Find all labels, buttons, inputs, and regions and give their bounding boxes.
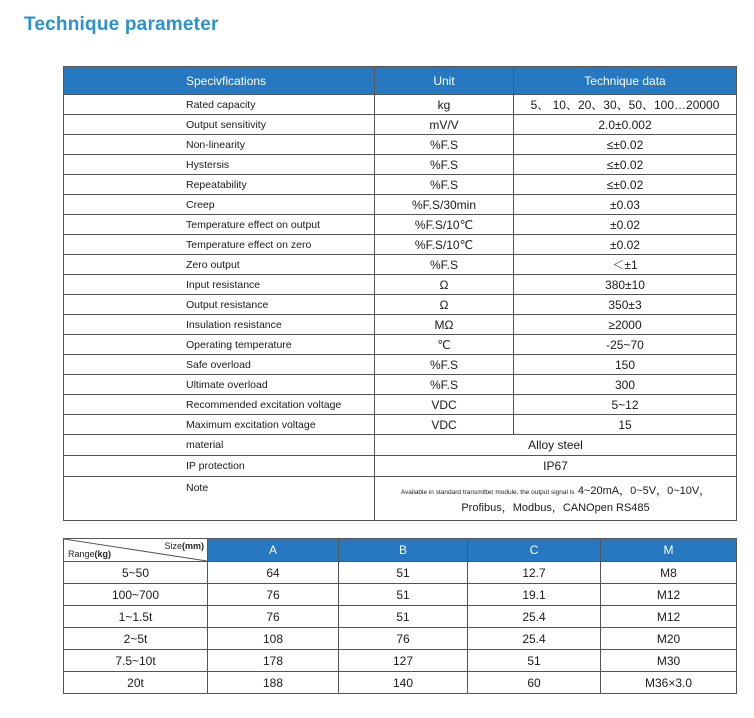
spec-name: Non-linearity [64, 135, 375, 155]
spec-row [64, 195, 737, 215]
spec-unit: kg [375, 95, 514, 115]
spec-unit: %F.S [375, 135, 514, 155]
spec-row [64, 215, 737, 235]
spec-row [64, 235, 737, 255]
spec-value: ±0.02 [514, 235, 737, 255]
spec-unit: %F.S [375, 355, 514, 375]
dims-header-c: C [468, 539, 601, 562]
dim-m-cell: M12 [601, 606, 737, 628]
dim-b-cell: 51 [339, 606, 468, 628]
range-cell: 20t [64, 672, 208, 694]
dim-a-cell: 64 [208, 562, 339, 584]
spec-unit: %F.S [375, 255, 514, 275]
spec-name: Ultimate overload [64, 375, 375, 395]
range-cell: 7.5~10t [64, 650, 208, 672]
spec-header-row [64, 67, 737, 95]
spec-row [64, 295, 737, 315]
dims-header-b: B [339, 539, 468, 562]
dim-c-cell: 60 [468, 672, 601, 694]
page-title: Technique parameter [24, 14, 219, 35]
spec-name: Creep [64, 195, 375, 215]
spec-value: Alloy steel [375, 435, 737, 456]
note-text [375, 477, 737, 521]
spec-unit: %F.S/30min [375, 195, 514, 215]
dim-m-cell: M12 [601, 584, 737, 606]
dim-m-cell: M36×3.0 [601, 672, 737, 694]
spec-row [64, 255, 737, 275]
spec-name: Operating temperature [64, 335, 375, 355]
dim-b-cell: 76 [339, 628, 468, 650]
spec-value: ≤±0.02 [514, 175, 737, 195]
spec-name: Output resistance [64, 295, 375, 315]
spec-row [64, 335, 737, 355]
spec-name: Safe overload [64, 355, 375, 375]
dim-b-cell: 51 [339, 584, 468, 606]
spec-name: Hystersis [64, 155, 375, 175]
range-cell: 2~5t [64, 628, 208, 650]
dims-header-row [64, 539, 737, 562]
spec-value: 350±3 [514, 295, 737, 315]
spec-row [64, 155, 737, 175]
spec-unit: ℃ [375, 335, 514, 355]
dim-b-cell: 127 [339, 650, 468, 672]
spec-table [63, 66, 737, 521]
dim-c-cell: 25.4 [468, 606, 601, 628]
spec-row [64, 415, 737, 435]
range-size-corner-cell [64, 539, 208, 562]
spec-value: ±0.02 [514, 215, 737, 235]
range-cell: 5~50 [64, 562, 208, 584]
dim-m-cell: M8 [601, 562, 737, 584]
spec-name: IP protection [64, 456, 375, 477]
dim-a-cell: 76 [208, 584, 339, 606]
dims-header-a: A [208, 539, 339, 562]
spec-value: 300 [514, 375, 737, 395]
dim-a-cell: 178 [208, 650, 339, 672]
spec-value: 2.0±0.002 [514, 115, 737, 135]
spec-unit: VDC [375, 395, 514, 415]
spec-unit: VDC [375, 415, 514, 435]
spec-value: ≤±0.02 [514, 155, 737, 175]
note-protocols: Profibus，Modbus，CANOpen RS485 [461, 502, 650, 514]
note-signal-text: 4~20mA，0~5V，0~10V， [577, 485, 711, 497]
dims-row [64, 628, 737, 650]
dims-header-m: M [601, 539, 737, 562]
range-label: Range(kg) [68, 549, 112, 559]
note-small-text: Available in standard transmitter module, the output signal is [400, 489, 575, 496]
spec-unit: %F.S [375, 155, 514, 175]
spec-row [64, 375, 737, 395]
spec-unit: %F.S/10℃ [375, 215, 514, 235]
dim-b-cell: 51 [339, 562, 468, 584]
dims-row [64, 672, 737, 694]
spec-name: Repeatability [64, 175, 375, 195]
spec-unit: %F.S [375, 175, 514, 195]
spec-value: ≤±0.02 [514, 135, 737, 155]
dimension-table [63, 538, 737, 694]
dim-c-cell: 51 [468, 650, 601, 672]
spec-value: 5~12 [514, 395, 737, 415]
spec-name: Zero output [64, 255, 375, 275]
spec-header-data: Technique data [514, 67, 737, 95]
spec-row [64, 175, 737, 195]
spec-name: Input resistance [64, 275, 375, 295]
size-label: Size(mm) [164, 541, 204, 551]
spec-name: Rated capacity [64, 95, 375, 115]
dim-c-cell: 12.7 [468, 562, 601, 584]
spec-value: 5、 10、20、30、50、100…20000 [514, 95, 737, 115]
dim-m-cell: M20 [601, 628, 737, 650]
spec-unit: %F.S/10℃ [375, 235, 514, 255]
dim-m-cell: M30 [601, 650, 737, 672]
spec-row-material [64, 435, 737, 456]
spec-value: ±0.03 [514, 195, 737, 215]
spec-value: 150 [514, 355, 737, 375]
spec-value: ＜±1 [514, 255, 737, 275]
spec-unit: mV/V [375, 115, 514, 135]
spec-row [64, 315, 737, 335]
spec-name: Note [64, 477, 375, 521]
spec-name: material [64, 435, 375, 456]
dim-a-cell: 108 [208, 628, 339, 650]
dim-c-cell: 25.4 [468, 628, 601, 650]
spec-row-note [64, 477, 737, 521]
range-cell: 100~700 [64, 584, 208, 606]
dim-b-cell: 140 [339, 672, 468, 694]
spec-row [64, 115, 737, 135]
spec-row [64, 275, 737, 295]
spec-header-unit: Unit [375, 67, 514, 95]
spec-value: 15 [514, 415, 737, 435]
spec-name: Temperature effect on zero [64, 235, 375, 255]
spec-unit: Ω [375, 295, 514, 315]
spec-name: Maximum excitation voltage [64, 415, 375, 435]
dim-a-cell: 188 [208, 672, 339, 694]
dim-c-cell: 19.1 [468, 584, 601, 606]
spec-row [64, 395, 737, 415]
spec-name: Temperature effect on output [64, 215, 375, 235]
range-cell: 1~1.5t [64, 606, 208, 628]
dims-row [64, 650, 737, 672]
spec-name: Output sensitivity [64, 115, 375, 135]
dims-row [64, 606, 737, 628]
spec-value: 380±10 [514, 275, 737, 295]
spec-unit: Ω [375, 275, 514, 295]
spec-row [64, 95, 737, 115]
spec-name: Recommended excitation voltage [64, 395, 375, 415]
dims-row [64, 584, 737, 606]
dim-a-cell: 76 [208, 606, 339, 628]
spec-value: IP67 [375, 456, 737, 477]
spec-row [64, 355, 737, 375]
spec-header-specifications: Specivfications [64, 67, 375, 95]
spec-value: -25~70 [514, 335, 737, 355]
dims-row [64, 562, 737, 584]
spec-value: ≥2000 [514, 315, 737, 335]
spec-unit: %F.S [375, 375, 514, 395]
spec-name: Insulation resistance [64, 315, 375, 335]
spec-unit: MΩ [375, 315, 514, 335]
spec-row [64, 135, 737, 155]
spec-row-ip [64, 456, 737, 477]
